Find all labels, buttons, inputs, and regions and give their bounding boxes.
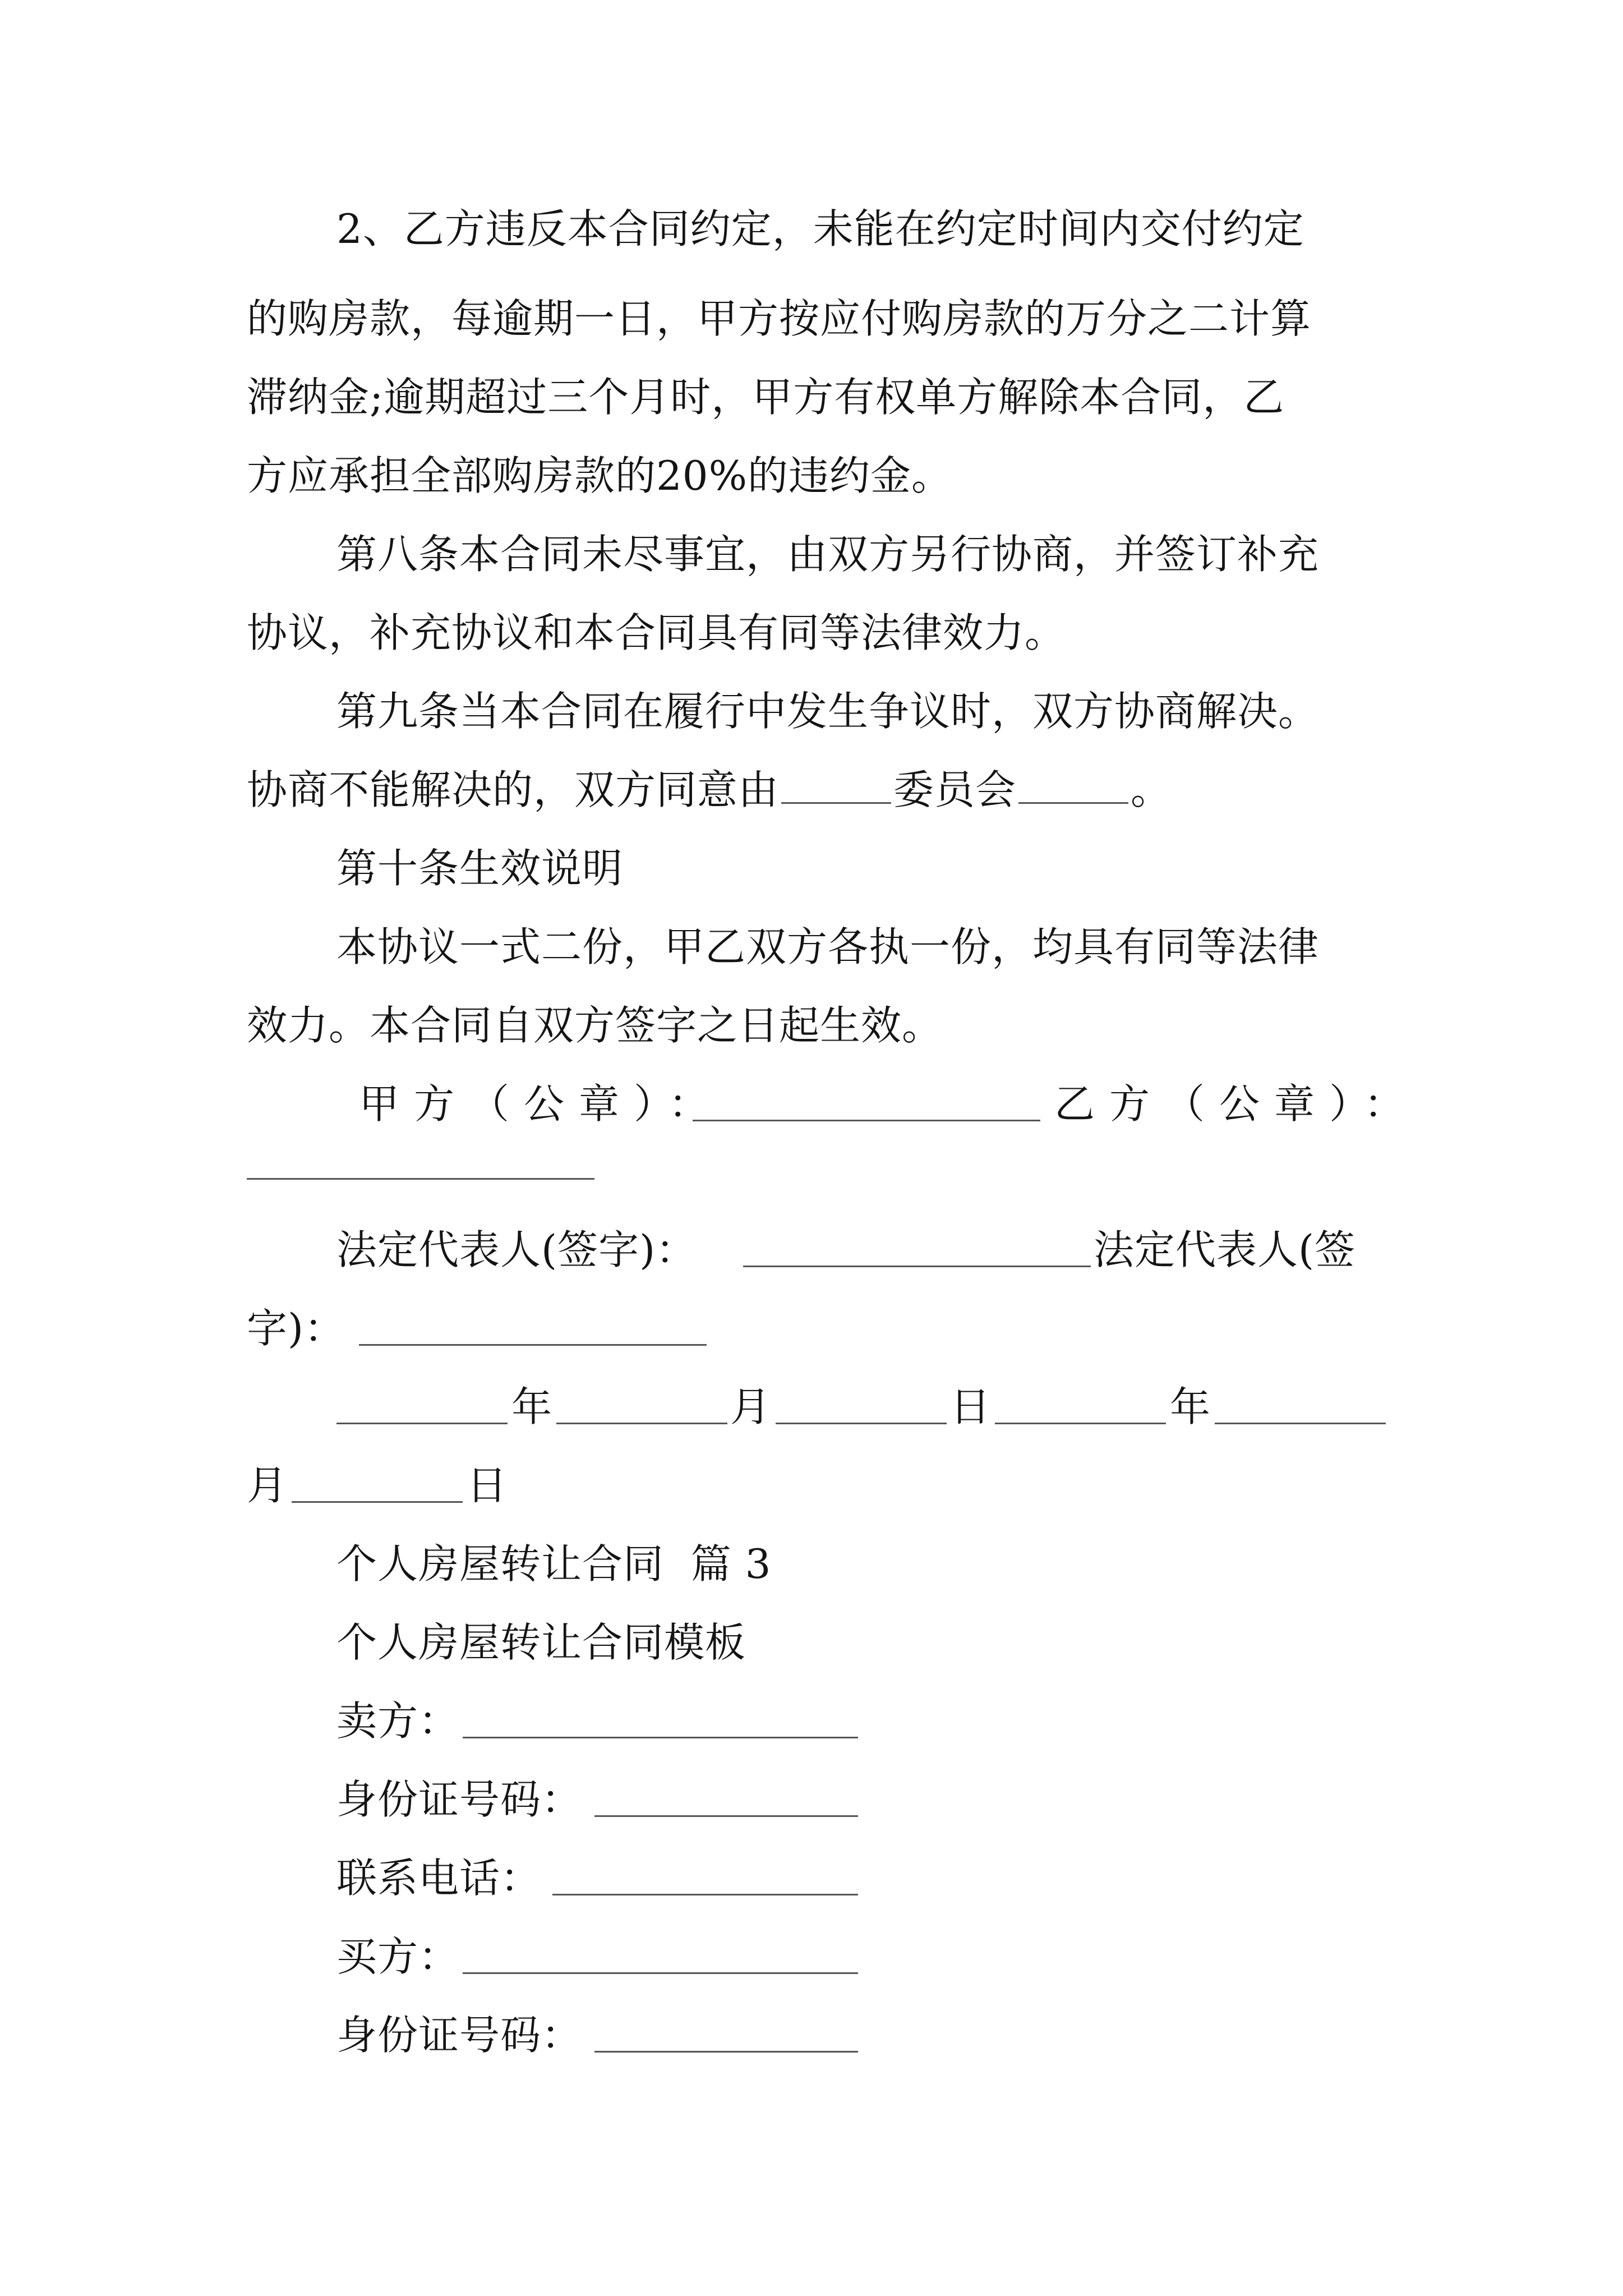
- date-b-month-label: 月: [247, 1462, 288, 1509]
- date-a-year-label: 年: [511, 1383, 553, 1430]
- section-3-heading: 个人房屋转让合同 篇 3: [336, 1540, 772, 1588]
- article-9-text-c: 。: [1131, 766, 1172, 813]
- buyer-id-label: 身份证号码：: [336, 2012, 583, 2059]
- seller-id-blank[interactable]: [594, 1815, 858, 1817]
- date-b-year-blank[interactable]: [995, 1423, 1166, 1424]
- article-9-text-a: 协商不能解决的，双方同意由: [247, 766, 780, 813]
- article-10-title: 第十条生效说明: [336, 845, 624, 892]
- date-b-day-blank[interactable]: [292, 1501, 463, 1503]
- date-a-month-label: 月: [730, 1383, 772, 1430]
- arbitration-blank-1[interactable]: [781, 802, 891, 804]
- date-b-day-label: 日: [467, 1462, 508, 1509]
- clause-2-line-3: 滞纳金;逾期超过三个月时，甲方有权单方解除本合同，乙: [247, 374, 1285, 421]
- arbitration-blank-2[interactable]: [1018, 802, 1128, 804]
- buyer-label: 买方：: [336, 1933, 460, 1980]
- date-a-day-label: 日: [950, 1383, 992, 1430]
- buyer-blank[interactable]: [463, 1972, 858, 1974]
- seller-blank[interactable]: [463, 1737, 858, 1738]
- party-a-seal-label: 甲方（公章）：: [359, 1080, 724, 1128]
- party-a-seal-blank[interactable]: [693, 1120, 1040, 1121]
- date-b-year-label: 年: [1170, 1383, 1211, 1430]
- rep-a-blank[interactable]: [743, 1266, 1091, 1267]
- article-10-line-2: 效力。本合同自双方签字之日起生效。: [247, 1002, 943, 1049]
- date-b-month-blank[interactable]: [1215, 1423, 1386, 1424]
- section-3-subheading: 个人房屋转让合同模板: [336, 1619, 746, 1666]
- date-a-month-blank[interactable]: [556, 1423, 727, 1424]
- date-a-year-blank[interactable]: [336, 1423, 508, 1424]
- party-b-seal-label: 乙方（公章）：: [1054, 1080, 1419, 1128]
- rep-a-label: 法定代表人(签字)：: [336, 1226, 697, 1273]
- seller-id-label: 身份证号码：: [336, 1776, 583, 1823]
- seller-phone-label: 联系电话：: [336, 1855, 542, 1902]
- date-a-day-blank[interactable]: [776, 1423, 947, 1424]
- article-8-line-1: 第八条本合同未尽事宜，由双方另行协商，并签订补充: [336, 531, 1320, 578]
- rep-b-label-2: 字)：: [247, 1305, 345, 1352]
- article-9-text-b: 委员会: [893, 766, 1017, 813]
- article-10-line-1: 本协议一式二份，甲乙双方各执一份，均具有同等法律: [336, 923, 1320, 970]
- rep-b-blank[interactable]: [359, 1344, 707, 1346]
- clause-2-line-2: 的购房款，每逾期一日，甲方按应付购房款的万分之二计算: [247, 295, 1312, 342]
- article-9-line-2: [247, 762, 1172, 818]
- party-b-seal-blank[interactable]: [247, 1178, 594, 1180]
- clause-2-line-1: 2、乙方违反本合同约定，未能在约定时间内交付约定: [336, 205, 1304, 252]
- rep-b-label-1: 法定代表人(签: [1094, 1226, 1356, 1273]
- buyer-id-blank[interactable]: [594, 2051, 858, 2053]
- clause-2-line-4: 方应承担全部购房款的20%的违约金。: [247, 452, 953, 499]
- article-8-line-2: 协议，补充协议和本合同具有同等法律效力。: [247, 609, 1066, 656]
- article-9-line-1: 第九条当本合同在履行中发生争议时，双方协商解决。: [336, 688, 1320, 735]
- seller-label: 卖方：: [336, 1697, 460, 1745]
- seller-phone-blank[interactable]: [552, 1894, 858, 1895]
